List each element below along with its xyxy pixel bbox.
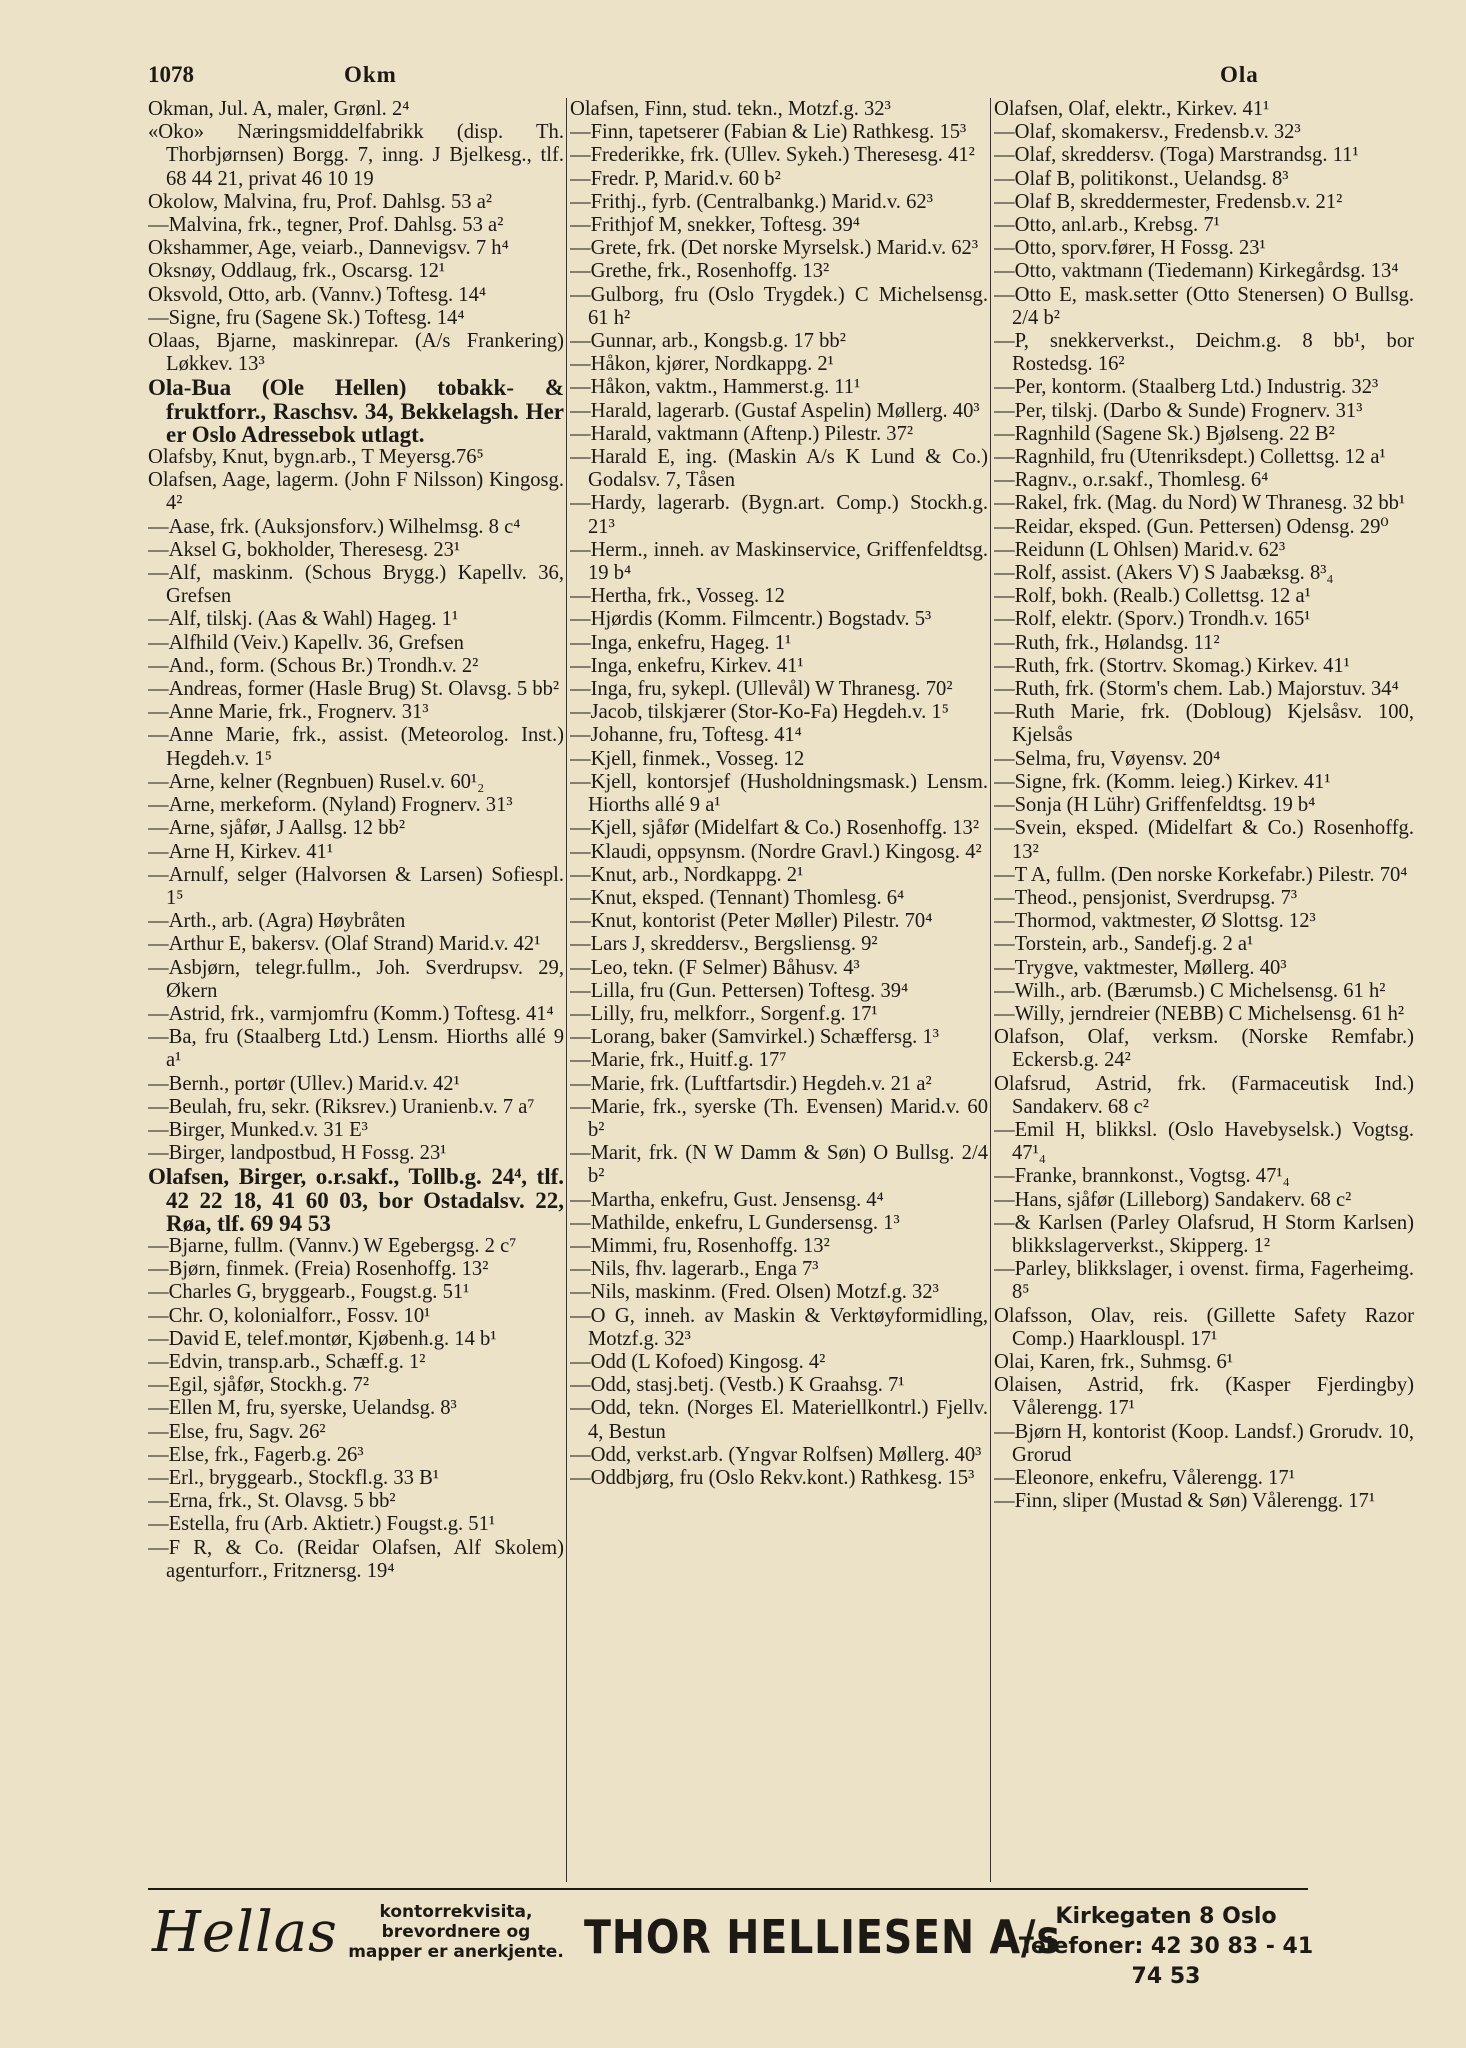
directory-entry: —Parley, blikkslager, i ovenst. firma, Fagerheimg. 8⁵ xyxy=(994,1258,1414,1304)
directory-entry: Olafson, Olaf, verksm. (Norske Remfabr.) Eckersb.g. 24² xyxy=(994,1026,1414,1072)
directory-entry: —Else, frk., Fagerb.g. 26³ xyxy=(148,1443,364,1466)
directory-entry: —Håkon, kjører, Nordkappg. 2¹ xyxy=(570,353,834,376)
directory-entry: —Frithj., fyrb. (Centralbankg.) Marid.v. 62³ xyxy=(570,190,933,213)
directory-entry: Olafsen, Olaf, elektr., Kirkev. 41¹ xyxy=(994,98,1270,120)
directory-entry: —Kjell, kontorsjef (Husholdningsmask.) Lensm. Hiorths allé 9 a¹ xyxy=(570,770,988,817)
directory-entry: —Harald, vaktmann (Aftenp.) Pilestr. 37² xyxy=(570,422,914,445)
ad-brand-logo: Hellas xyxy=(152,1900,338,1965)
directory-entry: —Bjørn H, kontorist (Koop. Landsf.) Grorudv. 10, Grorud xyxy=(994,1420,1414,1466)
directory-entry: —T A, fullm. (Den norske Korkefabr.) Pilestr. 70⁴ xyxy=(994,863,1408,886)
directory-entry: —Erl., bryggearb., Stockfl.g. 33 B¹ xyxy=(148,1466,440,1489)
directory-entry: —Ruth, frk. (Stortrv. Skomag.) Kirkev. 41¹ xyxy=(994,654,1350,677)
directory-entry: —Olaf B, politikonst., Uelandsg. 8³ xyxy=(994,167,1289,190)
directory-entry: —Marie, frk., syerske (Th. Evensen) Marid.v. 60 b² xyxy=(570,1095,988,1141)
directory-entry: —Gulborg, fru (Oslo Trygdek.) C Michelsensg. 61 h² xyxy=(570,283,988,329)
directory-entry: —Knut, arb., Nordkappg. 2¹ xyxy=(570,863,804,886)
directory-entry: —& Karlsen (Parley Olafsrud, H Storm Karlsen) blikkslagerverkst., Skipperg. 1² xyxy=(994,1211,1414,1257)
directory-entry: —Birger, landpostbud, H Fossg. 23¹ xyxy=(148,1142,447,1165)
directory-entry: —Ruth, frk. (Storm's chem. Lab.) Majorstuv. 34⁴ xyxy=(994,678,1399,701)
advertisement xyxy=(148,1896,1328,1989)
right-guide-word: Ola xyxy=(1220,62,1259,87)
directory-entry: —Else, fru, Sagv. 26² xyxy=(148,1420,326,1443)
directory-entry: —Ellen M, fru, syerske, Uelandsg. 8³ xyxy=(148,1397,457,1420)
directory-entry: —Otto, sporv.fører, H Fossg. 23¹ xyxy=(994,237,1266,260)
directory-entry: Olaas, Bjarne, maskinrepar. (A/s Frankering) Løkkev. 13³ xyxy=(148,330,564,376)
ad-address: Kirkegaten 8 Oslo xyxy=(1055,1904,1277,1929)
directory-entry: —Bernh., portør (Ullev.) Marid.v. 42¹ xyxy=(148,1072,460,1095)
directory-entry: —Olaf, skomakersv., Fredensb.v. 32³ xyxy=(994,121,1301,144)
directory-entry: —Theod., pensjonist, Sverdrupsg. 7³ xyxy=(994,886,1298,909)
directory-entry: —Rolf, elektr. (Sporv.) Trondh.v. 165¹ xyxy=(994,608,1311,631)
footer-rule xyxy=(148,1888,1308,1890)
directory-entry: Olai, Karen, frk., Suhmsg. 6¹ xyxy=(994,1350,1233,1373)
directory-entry: —Alfhild (Veiv.) Kapellv. 36, Grefsen xyxy=(148,631,464,654)
directory-entry: —Odd (L Kofoed) Kingosg. 4² xyxy=(570,1350,826,1373)
directory-entry: —Odd, verkst.arb. (Yngvar Rolfsen) Møllerg. 40³ xyxy=(570,1443,982,1466)
directory-entry: —Hardy, lagerarb. (Bygn.art. Comp.) Stockh.g. 21³ xyxy=(570,492,988,538)
directory-entry: —David E, telef.montør, Kjøbenh.g. 14 b¹ xyxy=(148,1327,497,1350)
directory-entry: —Rolf, assist. (Akers V) S Jaabæksg. 8³₄ xyxy=(994,562,1334,585)
directory-entry: Ola-Bua (Ole Hellen) tobakk- & fruktforr., Raschsv. 34, Bekkelagsh. Her er Oslo Adressebok utlagt. xyxy=(148,375,564,447)
directory-entry: —Egil, sjåfør, Stockh.g. 7² xyxy=(148,1374,369,1397)
directory-entry: —Inga, enkefru, Kirkev. 41¹ xyxy=(570,654,804,677)
directory-entry: —Malvina, frk., tegner, Prof. Dahlsg. 53 a² xyxy=(148,214,504,237)
directory-entry: —Fredr. P, Marid.v. 60 b² xyxy=(570,167,781,190)
directory-entry: —Grete, frk. (Det norske Myrselsk.) Marid.v. 62³ xyxy=(570,237,979,260)
directory-entry: —Erna, frk., St. Olavsg. 5 bb² xyxy=(148,1490,396,1513)
directory-entry: —Nils, maskinm. (Fred. Olsen) Motzf.g. 32³ xyxy=(570,1281,939,1304)
directory-entry: —Mathilde, enkefru, L Gundersensg. 1³ xyxy=(570,1211,900,1234)
directory-entry: —Arne, merkeform. (Nyland) Frognerv. 31³ xyxy=(148,794,513,817)
directory-entry: —Selma, fru, Vøyensv. 20⁴ xyxy=(994,747,1221,770)
directory-entry: —Hjørdis (Komm. Filmcentr.) Bogstadv. 5³ xyxy=(570,608,932,631)
directory-entry: —Svein, eksped. (Midelfart & Co.) Rosenhoffg. 13² xyxy=(994,817,1414,863)
directory-entry: —Per, kontorm. (Staalberg Ltd.) Industrig. 32³ xyxy=(994,376,1379,399)
directory-entry: Oksnøy, Oddlaug, frk., Oscarsg. 12¹ xyxy=(148,260,446,283)
directory-entry: Olafsen, Birger, o.r.sakf., Tollb.g. 24⁴, tlf. 42 22 18, 41 60 03, bor Ostadalsv. 22, Røa, tlf. 69 94 53 xyxy=(148,1164,564,1236)
directory-entry: —Emil H, blikksl. (Oslo Havebyselsk.) Vogtsg. 47¹₄ xyxy=(994,1118,1414,1165)
directory-entry: —Torstein, arb., Sandefj.g. 2 a¹ xyxy=(994,933,1254,956)
directory-entry: —Anne Marie, frk., Frognerv. 31³ xyxy=(148,701,429,724)
directory-entry: Olafsrud, Astrid, frk. (Farmaceutisk Ind.) Sandakerv. 68 c² xyxy=(994,1072,1414,1118)
directory-entry: —Jacob, tilskjærer (Stor-Ko-Fa) Hegdeh.v. 1⁵ xyxy=(570,701,949,724)
directory-entry: Olafsby, Knut, bygn.arb., T Meyersg.76⁵ xyxy=(148,446,484,469)
directory-column-2 xyxy=(570,98,988,1886)
directory-entry: —Ba, fru (Staalberg Ltd.) Lensm. Hiorths allé 9 a¹ xyxy=(148,1026,564,1072)
directory-entry: —Leo, tekn. (F Selmer) Båhusv. 4³ xyxy=(570,956,860,979)
directory-entry: —Estella, fru (Arb. Aktietr.) Fougst.g. 51¹ xyxy=(148,1513,496,1536)
page-header xyxy=(148,62,1328,96)
directory-entry: «Oko» Næringsmiddelfabrikk (disp. Th. Thorbjørnsen) Borgg. 7, inng. J Bjelkesg., tlf. 68 44 21, privat 46 10 19 xyxy=(148,121,564,190)
directory-entry: —Frederikke, frk. (Ullev. Sykeh.) Theresesg. 41² xyxy=(570,144,975,167)
directory-entry: —Kjell, finmek., Vosseg. 12 xyxy=(570,747,805,770)
directory-entry: Olafsen, Finn, stud. tekn., Motzf.g. 32³ xyxy=(570,98,891,120)
directory-entry: —Odd, stasj.betj. (Vestb.) K Graahsg. 7¹ xyxy=(570,1374,905,1397)
directory-entry: —Hertha, frk., Vosseg. 12 xyxy=(570,585,785,608)
directory-entry: —Marie, frk., Huitf.g. 17⁷ xyxy=(570,1049,787,1072)
left-guide-word: Okm xyxy=(344,62,397,87)
directory-entry: —Marit, frk. (N W Damm & Søn) O Bullsg. 2/4 b² xyxy=(570,1142,988,1188)
directory-column-1 xyxy=(148,98,564,1886)
directory-entry: —Håkon, vaktm., Hammerst.g. 11¹ xyxy=(570,376,861,399)
directory-entry: —Otto, vaktmann (Tiedemann) Kirkegårdsg. 13⁴ xyxy=(994,260,1399,283)
directory-entry: —F R, & Co. (Reidar Olafsen, Alf Skolem) agenturforr., Fritznersg. 19⁴ xyxy=(148,1536,564,1582)
ad-phones: Telefoner: 42 30 83 - 41 74 53 xyxy=(1018,1934,1314,1989)
directory-entry: —Anne Marie, frk., assist. (Meteorolog. Inst.) Hegdeh.v. 1⁵ xyxy=(148,724,564,770)
directory-entry: —Harald, lagerarb. (Gustaf Aspelin) Møllerg. 40³ xyxy=(570,399,980,422)
directory-entry: —Ruth Marie, frk. (Dobloug) Kjelsåsv. 100, Kjelsås xyxy=(994,701,1414,747)
directory-entry: —And., form. (Schous Br.) Trondh.v. 2² xyxy=(148,654,479,677)
ad-contact xyxy=(1006,1902,1326,1992)
directory-entry: —P, snekkerverkst., Deichm.g. 8 bb¹, bor Rostedsg. 16² xyxy=(994,330,1414,376)
directory-entry: —Reidar, eksped. (Gun. Pettersen) Odensg. 29⁰ xyxy=(994,515,1389,538)
ad-description: kontorrekvisita, brevordnere og mapper er anerkjente. xyxy=(348,1902,564,1962)
directory-entry: Oksvold, Otto, arb. (Vannv.) Toftesg. 14⁴ xyxy=(148,283,487,306)
directory-entry: —Lilly, fru, melkforr., Sorgenf.g. 17¹ xyxy=(570,1002,878,1025)
directory-entry: —Klaudi, oppsynsm. (Nordre Gravl.) Kingosg. 4² xyxy=(570,840,982,863)
directory-entry: —Olaf B, skreddermester, Fredensb.v. 21² xyxy=(994,190,1343,213)
directory-entry: —Birger, Munked.v. 31 E³ xyxy=(148,1118,368,1141)
directory-entry: Okolow, Malvina, fru, Prof. Dahlsg. 53 a² xyxy=(148,190,493,213)
directory-entry: —Lorang, baker (Samvirkel.) Schæffersg. 1³ xyxy=(570,1026,939,1049)
directory-entry: —Arthur E, bakersv. (Olaf Strand) Marid.v. 42¹ xyxy=(148,933,541,956)
directory-entry: —Signe, frk. (Komm. leieg.) Kirkev. 41¹ xyxy=(994,770,1331,793)
ad-firm-name: THOR HELLIESEN A/s xyxy=(584,1910,1061,1964)
column-divider xyxy=(566,98,567,1882)
directory-entry: —Per, tilskj. (Darbo & Sunde) Frognerv. 31³ xyxy=(994,399,1363,422)
directory-entry: —Rolf, bokh. (Realb.) Collettsg. 12 a¹ xyxy=(994,585,1311,608)
directory-entry: —Charles G, bryggearb., Fougst.g. 51¹ xyxy=(148,1281,470,1304)
directory-entry: —Andreas, former (Hasle Brug) St. Olavsg. 5 bb² xyxy=(148,678,560,701)
directory-entry: —Beulah, fru, sekr. (Riksrev.) Uranienb.v. 7 a⁷ xyxy=(148,1095,535,1118)
directory-entry: Olafsen, Aage, lagerm. (John F Nilsson) Kingosg. 4² xyxy=(148,469,564,515)
directory-entry: —Bjørn, finmek. (Freia) Rosenhoffg. 13² xyxy=(148,1258,489,1281)
directory-entry: —Oddbjørg, fru (Oslo Rekv.kont.) Rathkesg. 15³ xyxy=(570,1466,975,1489)
directory-entry: —Ragnhild, fru (Utenriksdept.) Collettsg. 12 a¹ xyxy=(994,446,1386,469)
directory-entry: —Arne, kelner (Regnbuen) Rusel.v. 60¹₂ xyxy=(148,770,485,793)
directory-entry: Olaisen, Astrid, frk. (Kasper Fjerdingby) Vålerengg. 17¹ xyxy=(994,1374,1414,1420)
directory-entry: —Finn, sliper (Mustad & Søn) Vålerengg. 17¹ xyxy=(994,1490,1376,1513)
column-divider xyxy=(990,98,991,1882)
directory-entry: —Frithjof M, snekker, Toftesg. 39⁴ xyxy=(570,214,860,237)
directory-entry: —Aase, frk. (Auksjonsforv.) Wilhelmsg. 8 c⁴ xyxy=(148,515,521,538)
directory-entry: —Thormod, vaktmester, Ø Slottsg. 12³ xyxy=(994,910,1316,933)
directory-entry: Olafsson, Olav, reis. (Gillette Safety Razor Comp.) Haarklouspl. 17¹ xyxy=(994,1304,1414,1350)
directory-entry: —Edvin, transp.arb., Schæff.g. 1² xyxy=(148,1350,426,1373)
directory-entry: —O G, inneh. av Maskin & Verktøyformidling, Motzf.g. 32³ xyxy=(570,1304,988,1350)
directory-entry: —Aksel G, bokholder, Theresesg. 23¹ xyxy=(148,538,461,561)
directory-entry: —Arne H, Kirkev. 41¹ xyxy=(148,840,333,863)
directory-entry: —Alf, tilskj. (Aas & Wahl) Hageg. 1¹ xyxy=(148,608,459,631)
directory-entry: —Trygve, vaktmester, Møllerg. 40³ xyxy=(994,956,1287,979)
directory-entry: —Lars J, skreddersv., Bergsliensg. 9² xyxy=(570,933,878,956)
directory-entry: —Sonja (H Lühr) Griffenfeldtsg. 19 b⁴ xyxy=(994,794,1316,817)
directory-entry: —Knut, kontorist (Peter Møller) Pilestr. 70⁴ xyxy=(570,910,933,933)
directory-entry: —Arne, sjåfør, J Aallsg. 12 bb² xyxy=(148,817,406,840)
directory-entry: —Otto E, mask.setter (Otto Stenersen) O Bullsg. 2/4 b² xyxy=(994,283,1414,329)
directory-entry: —Eleonore, enkefru, Vålerengg. 17¹ xyxy=(994,1466,1295,1489)
directory-column-3 xyxy=(994,98,1414,1886)
directory-entry: —Ruth, frk., Hølandsg. 11² xyxy=(994,631,1220,654)
directory-entry: —Astrid, frk., varmjomfru (Komm.) Toftesg. 41⁴ xyxy=(148,1002,554,1025)
directory-entry: —Knut, eksped. (Tennant) Thomlesg. 6⁴ xyxy=(570,886,905,909)
directory-entry: Okshammer, Age, veiarb., Dannevigsv. 7 h⁴ xyxy=(148,237,509,260)
directory-entry: —Odd, tekn. (Norges El. Materiellkontrl.) Fjellv. 4, Bestun xyxy=(570,1397,988,1443)
directory-entry: —Otto, anl.arb., Krebsg. 7¹ xyxy=(994,214,1220,237)
directory-entry: —Franke, brannkonst., Vogtsg. 47¹₄ xyxy=(994,1165,1290,1188)
directory-entry: —Martha, enkefru, Gust. Jensensg. 4⁴ xyxy=(570,1188,884,1211)
page-number: 1078 xyxy=(148,62,194,87)
directory-entry: —Arnulf, selger (Halvorsen & Larsen) Sofiespl. 1⁵ xyxy=(148,863,564,909)
directory-entry: —Chr. O, kolonialforr., Fossv. 10¹ xyxy=(148,1304,431,1327)
directory-entry: —Arth., arb. (Agra) Høybråten xyxy=(148,910,406,933)
directory-entry: —Inga, enkefru, Hageg. 1¹ xyxy=(570,631,792,654)
directory-entry: Okman, Jul. A, maler, Grønl. 2⁴ xyxy=(148,98,410,120)
directory-entry: —Lilla, fru (Gun. Pettersen) Toftesg. 39⁴ xyxy=(570,979,909,1002)
directory-entry: —Asbjørn, telegr.fullm., Joh. Sverdrupsv. 29, Økern xyxy=(148,956,564,1002)
directory-entry: —Finn, tapetserer (Fabian & Lie) Rathkesg. 15³ xyxy=(570,121,967,144)
directory-entry: —Herm., inneh. av Maskinservice, Griffenfeldtsg. 19 b⁴ xyxy=(570,538,988,585)
directory-entry: —Inga, fru, sykepl. (Ullevål) W Thranesg. 70² xyxy=(570,678,953,701)
directory-entry: —Rakel, frk. (Mag. du Nord) W Thranesg. 32 bb¹ xyxy=(994,492,1406,515)
directory-entry: —Grethe, frk., Rosenhoffg. 13² xyxy=(570,260,830,283)
directory-entry: —Gunnar, arb., Kongsb.g. 17 bb² xyxy=(570,330,846,353)
directory-entry: —Willy, jerndreier (NEBB) C Michelsensg. 61 h² xyxy=(994,1002,1405,1025)
directory-entry: —Alf, maskinm. (Schous Brygg.) Kapellv. 36, Grefsen xyxy=(148,562,564,608)
directory-entry: —Harald E, ing. (Maskin A/s K Lund & Co.) Godalsv. 7, Tåsen xyxy=(570,446,988,492)
directory-entry: —Hans, sjåfør (Lilleborg) Sandakerv. 68 c² xyxy=(994,1188,1352,1211)
directory-entry: —Signe, fru (Sagene Sk.) Toftesg. 14⁴ xyxy=(148,306,465,329)
directory-entry: —Ragnhild (Sagene Sk.) Bjølseng. 22 B² xyxy=(994,422,1335,445)
directory-entry: —Olaf, skreddersv. (Toga) Marstrandsg. 11¹ xyxy=(994,144,1359,167)
directory-entry: —Mimmi, fru, Rosenhoffg. 13² xyxy=(570,1234,830,1257)
directory-entry: —Kjell, sjåfør (Midelfart & Co.) Rosenhoffg. 13² xyxy=(570,817,980,840)
directory-entry: —Marie, frk. (Luftfartsdir.) Hegdeh.v. 21 a² xyxy=(570,1072,932,1095)
directory-entry: —Ragnv., o.r.sakf., Thomlesg. 6⁴ xyxy=(994,469,1269,492)
directory-entry: —Reidunn (L Ohlsen) Marid.v. 62³ xyxy=(994,538,1286,561)
directory-entry: —Johanne, fru, Toftesg. 41⁴ xyxy=(570,724,802,747)
directory-entry: —Wilh., arb. (Bærumsb.) C Michelsensg. 61 h² xyxy=(994,979,1386,1002)
directory-entry: —Nils, fhv. lagerarb., Enga 7³ xyxy=(570,1258,819,1281)
directory-entry: —Bjarne, fullm. (Vannv.) W Egebergsg. 2 c⁷ xyxy=(148,1234,517,1257)
